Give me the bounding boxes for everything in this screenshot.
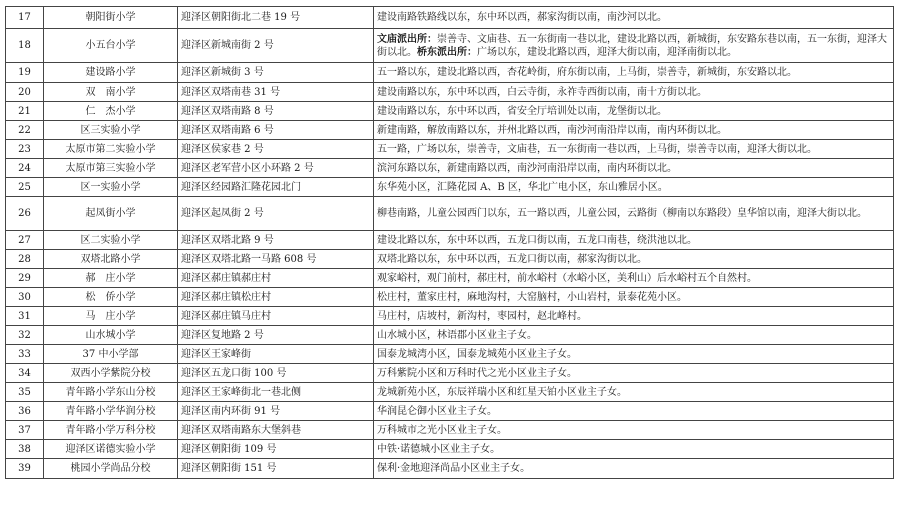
school-address: 迎泽区老军营小区小环路 2 号 (178, 159, 374, 178)
school-address: 迎泽区双塔南路 6 号 (178, 121, 374, 140)
table-row (6, 250, 894, 269)
row-number: 39 (6, 459, 44, 479)
table-row (6, 121, 894, 140)
row-number: 29 (6, 269, 44, 288)
school-address: 迎泽区双塔南路 8 号 (178, 102, 374, 121)
enrollment-area: 山水城小区，林语郡小区业主子女。 (374, 326, 894, 345)
row-number: 33 (6, 345, 44, 364)
row-number: 30 (6, 288, 44, 307)
row-number: 26 (6, 197, 44, 231)
enrollment-area: 建设南路以东，东中环以西，省安全厅培训处以南，龙堡街以北。 (374, 102, 894, 121)
school-name: 郝 庄小学 (44, 269, 178, 288)
school-address: 迎泽区新城南街 2 号 (178, 29, 374, 63)
school-name: 双西小学紫院分校 (44, 364, 178, 383)
row-number: 22 (6, 121, 44, 140)
school-address: 迎泽区双塔南巷 31 号 (178, 83, 374, 102)
school-address: 迎泽区新城街 3 号 (178, 63, 374, 83)
school-name: 青年路小学万科分校 (44, 421, 178, 440)
row-number: 24 (6, 159, 44, 178)
school-name: 山水城小学 (44, 326, 178, 345)
school-name: 建设路小学 (44, 63, 178, 83)
enrollment-area: 建设南路铁路线以东，东中环以西，郝家沟街以南，南沙河以北。 (374, 7, 894, 29)
row-number: 21 (6, 102, 44, 121)
enrollment-area (374, 29, 894, 63)
table-row (6, 83, 894, 102)
table-row (6, 231, 894, 250)
school-name: 仁 杰小学 (44, 102, 178, 121)
table-row (6, 459, 894, 479)
school-address: 迎泽区朝阳街北二巷 19 号 (178, 7, 374, 29)
row-number: 37 (6, 421, 44, 440)
school-name: 小五台小学 (44, 29, 178, 63)
table-row (6, 102, 894, 121)
table-row (6, 29, 894, 63)
school-district-table (5, 6, 894, 479)
school-name: 太原市第二实验小学 (44, 140, 178, 159)
school-address: 迎泽区朝阳街 109 号 (178, 440, 374, 459)
enrollment-area: 柳巷南路，儿童公园西门以东，五一路以西，儿童公园，云路街（柳南以东路段）皇华馆以南，迎泽大街以北。 (374, 197, 894, 231)
row-number: 32 (6, 326, 44, 345)
row-number: 25 (6, 178, 44, 197)
enrollment-area: 保利·金地迎泽尚品小区业主子女。 (374, 459, 894, 479)
school-address: 迎泽区复地路 2 号 (178, 326, 374, 345)
enrollment-area: 建设南路以东，东中环以西，白云寺街，永祚寺西街以南，南十方街以北。 (374, 83, 894, 102)
row-number: 35 (6, 383, 44, 402)
school-name: 太原市第三实验小学 (44, 159, 178, 178)
enrollment-area: 观家峪村，观门前村，郝庄村，前水峪村（水峪小区，美利山）后水峪村五个自然村。 (374, 269, 894, 288)
enrollment-area: 双塔北路以东，东中环以西，五龙口街以南，郝家沟街以北。 (374, 250, 894, 269)
school-address: 迎泽区王家峰街 (178, 345, 374, 364)
row-number: 20 (6, 83, 44, 102)
row-number: 18 (6, 29, 44, 63)
table-row (6, 63, 894, 83)
row-number: 19 (6, 63, 44, 83)
school-address: 迎泽区双塔北路 9 号 (178, 231, 374, 250)
table-row (6, 326, 894, 345)
enrollment-area: 五一路，广场以东，崇善寺，文庙巷，五一东街南一巷以西，上马街，崇善寺以南，迎泽大街以北。 (374, 140, 894, 159)
school-name: 朝阳街小学 (44, 7, 178, 29)
enrollment-area: 滨河东路以东，新建南路以西，南沙河南沿岸以南，南内环街以北。 (374, 159, 894, 178)
table-row (6, 421, 894, 440)
school-name: 青年路小学华润分校 (44, 402, 178, 421)
police-station-label: 桥东派出所： (417, 46, 477, 58)
school-name: 起凤街小学 (44, 197, 178, 231)
school-name: 37 中小学部 (44, 345, 178, 364)
school-address: 迎泽区郝庄镇郝庄村 (178, 269, 374, 288)
police-station-label: 文庙派出所： (377, 33, 437, 45)
enrollment-area: 龙城新苑小区，东辰祥瑞小区和红星天铂小区业主子女。 (374, 383, 894, 402)
row-number: 38 (6, 440, 44, 459)
table-row (6, 288, 894, 307)
school-address: 迎泽区侯家巷 2 号 (178, 140, 374, 159)
enrollment-area: 中铁·诺德城小区业主子女。 (374, 440, 894, 459)
table-row (6, 364, 894, 383)
enrollment-area-text: 崇善寺、文庙巷、五一东街南一巷以北，建设北路以西，新城街，东安路东巷以南，五一东街，迎泽大街以北。 (377, 33, 887, 58)
school-address: 迎泽区郝庄镇马庄村 (178, 307, 374, 326)
school-address: 迎泽区双塔南路东大堡斜巷 (178, 421, 374, 440)
enrollment-area: 万科紫院小区和万科时代之光小区业主子女。 (374, 364, 894, 383)
table-row (6, 7, 894, 29)
school-name: 双 南小学 (44, 83, 178, 102)
table-row (6, 402, 894, 421)
school-address: 迎泽区朝阳街 151 号 (178, 459, 374, 479)
enrollment-area: 松庄村，董家庄村，麻地沟村，大窑脑村，小山岩村，景泰花苑小区。 (374, 288, 894, 307)
school-name: 桃园小学尚品分校 (44, 459, 178, 479)
school-address: 迎泽区五龙口街 100 号 (178, 364, 374, 383)
row-number: 27 (6, 231, 44, 250)
school-address: 迎泽区经园路汇隆花园北门 (178, 178, 374, 197)
row-number: 28 (6, 250, 44, 269)
row-number: 36 (6, 402, 44, 421)
school-name: 松 侨小学 (44, 288, 178, 307)
row-number: 23 (6, 140, 44, 159)
school-name: 区一实验小学 (44, 178, 178, 197)
table-row (6, 140, 894, 159)
table-row (6, 440, 894, 459)
enrollment-area: 万科城市之光小区业主子女。 (374, 421, 894, 440)
table-row (6, 178, 894, 197)
enrollment-area-text: 广场以东，建设北路以西，迎泽大街以南，迎泽南街以北。 (477, 46, 737, 58)
table-row (6, 197, 894, 231)
school-name: 区二实验小学 (44, 231, 178, 250)
table-row (6, 269, 894, 288)
row-number: 34 (6, 364, 44, 383)
school-address: 迎泽区王家峰街北一巷北侧 (178, 383, 374, 402)
table-row (6, 307, 894, 326)
enrollment-area: 新建南路，解放南路以东，并州北路以西，南沙河南沿岸以南，南内环街以北。 (374, 121, 894, 140)
row-number: 17 (6, 7, 44, 29)
enrollment-area: 五一路以东，建设北路以西，杏花岭街，府东街以南，上马街，崇善寺，新城街，东安路以北。 (374, 63, 894, 83)
school-name: 青年路小学东山分校 (44, 383, 178, 402)
school-name: 马 庄小学 (44, 307, 178, 326)
school-address: 迎泽区郝庄镇松庄村 (178, 288, 374, 307)
school-name: 双塔北路小学 (44, 250, 178, 269)
enrollment-area: 华润昆仑御小区业主子女。 (374, 402, 894, 421)
row-number: 31 (6, 307, 44, 326)
school-address: 迎泽区南内环街 91 号 (178, 402, 374, 421)
school-name: 迎泽区诺德实验小学 (44, 440, 178, 459)
enrollment-area: 东华苑小区，汇隆花园 A、B 区，华北广电小区，东山雅居小区。 (374, 178, 894, 197)
school-name: 区三实验小学 (44, 121, 178, 140)
table-row (6, 159, 894, 178)
table-row (6, 345, 894, 364)
school-address: 迎泽区起凤街 2 号 (178, 197, 374, 231)
enrollment-area: 建设北路以东，东中环以西，五龙口街以南，五龙口南巷，绕洪池以北。 (374, 231, 894, 250)
enrollment-area: 国泰龙城湾小区，国泰龙城苑小区业主子女。 (374, 345, 894, 364)
school-address: 迎泽区双塔北路一马路 608 号 (178, 250, 374, 269)
enrollment-area: 马庄村，店坡村，新沟村，枣园村，赵北峰村。 (374, 307, 894, 326)
table-row (6, 383, 894, 402)
